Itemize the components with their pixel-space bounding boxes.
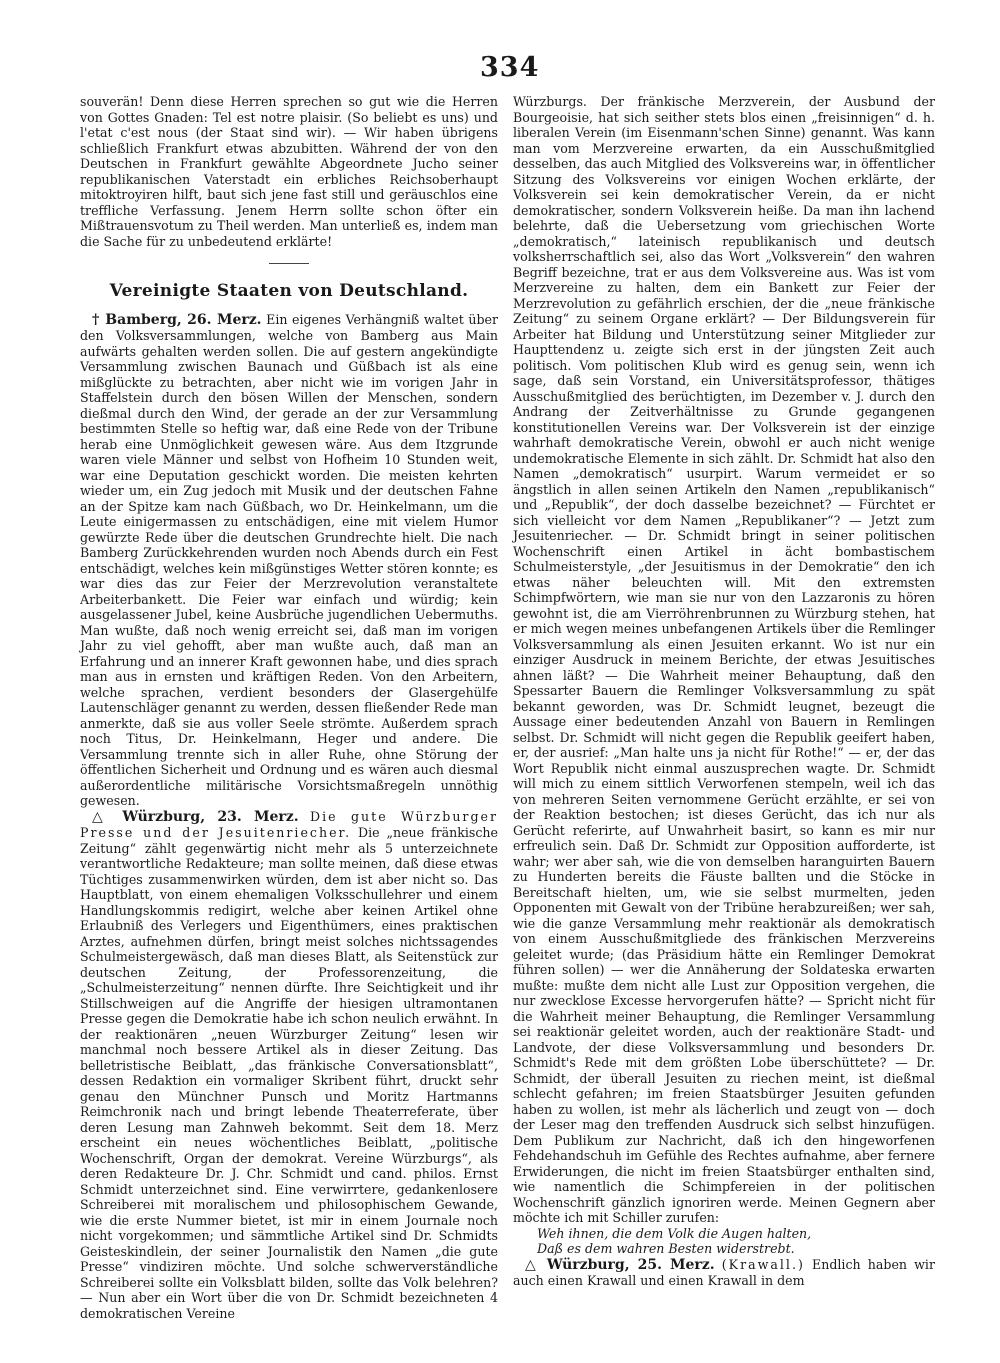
dateline-bamberg: † Bamberg, 26. Merz. bbox=[92, 311, 262, 328]
article-wuerzburg-2 bbox=[513, 1257, 935, 1289]
dateline-wuerzburg-2: △ Würzburg, 25. Merz. bbox=[525, 1256, 715, 1273]
dateline-wuerzburg-1: △ Würzburg, 23. Merz. bbox=[92, 808, 299, 825]
article-wuerzburg-2-body: Endlich haben wir auch einen Krawall und einen Krawall in dem bbox=[513, 1256, 935, 1288]
left-column bbox=[80, 94, 498, 1321]
section-divider bbox=[269, 263, 309, 264]
verse-line-2: Daß es dem wahren Besten widerstrebt. bbox=[537, 1241, 795, 1256]
article-bamberg bbox=[80, 312, 498, 809]
article-bamberg-body: Ein eigenes Verhängniß waltet über den Volksversammlungen, welche von Bamberg aus Main aufwärts gehalten werden sollen. Die auf gestern angekündigte Versammlung zwischen Baunach und Güßbach ist als eine mißglückte zu betrachten, aber nicht wie im vorigen Jahr in Staffelstein durch den bösen Willen der Menschen, sondern dießmal durch den Wind, der gerade an der zur Versammlung bestimmten Stelle so heftig war, daß eine Rede von der Tribune herab eine Unmöglichkeit gewesen wäre. Aus dem Itzgrunde waren viele Männer und selbst von Hofheim 10 Stunden weit, war eine Deputation geschickt worden. Die meisten kehrten wieder um, ein Zug jedoch mit Musik und der deutschen Fahne an der Spitze kam nach Güßbach, wo Dr. Heinkelmann, um die Leute einigermassen zu entschädigen, eine mit vielem Humor gewürzte Rede über die deutschen Grundrechte hielt. Die nach Bamberg Zurückkehrenden wurden noch Abends durch ein Fest entschädigt, welches kein mißgünstiges Wetter stören konnte; es war dies das zur Feier der Merzrevolution veranstaltete Arbeiterbankett. Die Feier war einfach und würdig; kein ausgelassener Jubel, keine Ausbrüche jugendlichen Uebermuths. Man wußte, daß noch wenig erreicht sei, daß man im vorigen Jahr zu viel gehofft, aber man wußte auch, daß man an Erfahrung und an innerer Kraft gewonnen habe, und dies sprach man aus in ernsten und kräftigen Reden. Von den Arbeitern, welche sprachen, verdient besonders der Glasergehülfe Lautenschläger genannt zu werden, dessen fließender Rede man anmerkte, daß sie aus voller Seele strömte. Außerdem sprach noch Titus, Dr. Heinkelmann, Heger und andere. Die Versammlung trennte sich in aller Ruhe, ohne Störung der öffentlichen Sicherheit und Ordnung und es wären auch diesmal außerordentliche militärische Vorsichtsmaßregeln unnöthig gewesen. bbox=[80, 311, 498, 808]
paragraph-intro: souverän! Denn diese Herren sprechen so gut wie die Herren von Gottes Gnaden: Tel est notre plaisir. (So beliebt es uns) und l'etat c'est nous (der Staat sind wir). — Wir haben übrigens schließlich Frankfurt etwas abzubitten. Während der von den Deutschen in Frankfurt gewählte Abgeordnete Jucho seiner republikanischen Vaterstadt ein erbliches Reichsoberhaupt mitoktroyiren hilft, baut sich jene fast still und geräuschlos eine treffliche Verfassung. Jenem Herrn sollte schon öfter ein Mißtrauensvotum zu Theil werden. Man unterließ es, indem man die Sache für zu unbedeutend erklärte! bbox=[80, 94, 498, 249]
article-wuerzburg-1-continued: Würzburgs. Der fränkische Merzverein, der Ausbund der Bourgeoisie, hat sich seither stets blos einen „freisinnigen“ d. h. liberalen Verein (im Eisenmann'schen Sinne) genannt. Was kann man vom Merzvereine erwarten, da ein Ausschußmitglied desselben, das auch Mitglied des Volksvereins war, in öffentlicher Sitzung des Volksvereins vor einigen Wochen erklärte, der Volksverein sei kein demokratischer Verein, da er nicht demokratischer, sondern Volksverein heiße. Da man ihn lachend belehrte, daß die Uebersetzung vom griechischen Worte „demokratisch,“ lateinisch republikanisch und deutsch volksherrschaftlich sei, also das Wort „Volksverein“ den wahren Begriff bezeichne, trat er aus dem Volksvereine aus. Was ist vom Merzvereine zu halten, dem ein Bankett zur Feier der Merzrevolution zu gefährlich erschien, der die „neue fränkische Zeitung“ zu seinem Organe erklärt? — Der Bildungsverein für Arbeiter hat Bildung und Unterstützung seiner Mitglieder zur Haupttendenz u. zeigte sich erst in der jüngsten Zeit auch politisch. Vom politischen Klub wird es genug sein, wenn ich sage, daß sein Vorstand, ein Universitätsprofessor, thätiges Ausschußmitglied des berüchtigten, im Dezember v. J. durch den Andrang der Zeitverhältnisse zu Grunde gegangenen konstitutionellen Vereins war. Der Volksverein ist der einzige wahrhaft demokratische Verein, obwohl er auch nicht wenige undemokratische Elemente in sich zählt. Dr. Schmidt hat also den Namen „demokratisch“ usurpirt. Warum vermeidet er so ängstlich in allen seinen Artikeln den Namen „republikanisch“ und „Republik“, der doch dasselbe bezeichnet? — Fürchtet er sich vielleicht vor dem Namen „Republikaner“? — Jetzt zum Jesuitenriecher. — Dr. Schmidt bringt in seiner politischen Wochenschrift einen Artikel in ächt bombastischem Schulmeisterstyle, „der Jesuitismus in der Demokratie“ den ich etwas näher beleuchten will. Mit den extremsten Schimpfwörtern, wie man sie nur von den Lazzaronis zu hören gewohnt ist, die am Vierröhrenbrunnen zu Würzburg stehen, hat er mich wegen meines unbefangenen Artikels über die Remlinger Volksversammlung als einen Jesuiten erkannt. Wo ist nur ein einziger Ausdruck in meinem Berichte, der etwas Jesuitisches ahnen läßt? — Die Wahrheit meiner Behauptung, daß den Spessarter Bauern die Remlinger Volksversammlung zu spät bekannt geworden, was Dr. Schmidt leugnet, bezeugt die Aussage einer bedeutenden Anzahl von Bauern in Remlingen selbst. Dr. Schmidt will nicht gegen die Republik geeifert haben, er, der ausrief: „Man halte uns ja nicht für Rothe!“ — er, der das Wort Republik nicht einmal auszusprechen wagte. Dr. Schmidt will mich zu einem sittlich Verworfenen stempeln, weil ich das von mehreren Seiten vernommene Gerücht erzählte, er sei von der Reaktion bestochen; ist dieses Gerücht, das ich nur als Gerücht referirte, auf Unwahrheit basirt, so kann es mir nur erfreulich sein. Daß Dr. Schmidt zur Opposition aufforderte, ist wahr; wer aber sah, wie die von demselben haranguirten Bauern zu Hunderten bereits die Fäuste ballten und die Stöcke in Bereitschaft hielten, um, wie sie selbst murmelten, jeden Opponenten mit Gewalt von der Tribüne herabzureißen; wer sah, wie die ganze Versammlung mehr reaktionär als demokratisch von einem Ausschußmitgliede des fränkischen Merzvereins geleitet wurde; (das Präsidium hätte ein Remlinger Demokrat führen sollen) — wer die Annäherung der Soldateska erwarten mußte: mußte dem nicht alle Lust zur Opposition vergehen, die nur zwecklose Excesse hervorgerufen hätte? — Spricht nicht für die Wahrheit meiner Behauptung, die Remlinger Versammlung sei reaktionär geleitet worden, auch der reaktionäre Stadt- und Landvote, der diese Volksversammlung und besonders Dr. Schmidt's Rede mit dem größten Lobe überschüttete? — Dr. Schmidt, der überall Jesuiten zu riechen meint, ist dießmal schlecht gefahren; im freien Staatsbürger Jesuiten gefunden haben zu wollen, ist mehr als lächerlich und zeugt von — doch der Leser mag den treffenden Ausdruck sich selbst hinzufügen. Dem Publikum zur Nachricht, daß ich den hingeworfenen Fehdehandschuh im Gefühle des Rechtes aufnahme, aber fernere Erwiderungen, die nicht im freien Staatsbürger enthalten sind, wie namentlich die Schimpfereien in der politischen Wochenschrift gänzlich ignoriren werde. Meinen Gegnern aber möchte ich mit Schiller zurufen: bbox=[513, 94, 935, 1225]
section-heading: Vereinigte Staaten von Deutschland. bbox=[109, 281, 469, 301]
page-number: 334 bbox=[480, 52, 540, 83]
article-wuerzburg-2-lead: (Krawall.) bbox=[721, 1256, 805, 1272]
right-column bbox=[513, 94, 935, 1289]
article-wuerzburg-1-body: Die „neue fränkische Zeitung“ zählt gegenwärtig nicht mehr als 5 unterzeichnete verantwortliche Redakteure; man sollte meinen, daß diese etwas Tüchtiges zusammenwirken würden, dem ist aber nicht so. Das Hauptblatt, von einem ehemaligen Volksschullehrer und einem Handlungskommis redigirt, welche aber keinen Artikel ohne Erlaubniß des Verlegers und Eigenthümers, eines praktischen Arztes, aufnehmen dürfen, bringt meist solches nichtssagendes Schulmeistergewäsch, daß man dieses Blatt, als Seitenstück zur deutschen Zeitung, der Professorenzeitung, die „Schulmeisterzeitung“ nennen dürfte. Ihre Seichtigkeit und ihr Stillschweigen auf die Angriffe der hiesigen ultramontanen Presse gegen die Demokratie habe ich schon neulich erwähnt. In der reaktionären „neuen Würzburger Zeitung“ lesen wir manchmal noch bessere Artikel als in dieser Zeitung. Das belletristische Beiblatt, „das fränkische Conversationsblatt“, dessen Redaktion ein vormaliger Skribent führt, druckt sehr genau den Münchner Punsch und Moritz Hartmanns Reimchronik nach und bringt lebende Theaterreferate, über deren Lesung man Zahnweh bekommt. Seit dem 18. Merz erscheint ein neues wöchentliches Beiblatt, „politische Wochenschrift, Organ der demokrat. Vereine Würzburgs“, als deren Redakteure Dr. J. Chr. Schmidt und cand. philos. Ernst Schmidt unterzeichnet sind. Eine verwirrtere, gedankenlosere Schreiberei mit moralischem und philosophischem Gewande, wie die erste Nummer bietet, ist mir in einem Journale noch nicht vorgekommen; und sämmtliche Artikel sind Dr. Schmidts Geisteskindlein, der seiner Journalistik den Namen „die gute Presse“ vindiziren möchte. Und solche schwerverständliche Schreiberei sollte ein Volksblatt bilden, sollte das Volk belehren? — Nun aber ein Wort über die von Dr. Schmidt bezeichneten 4 demokratischen Vereine bbox=[80, 825, 498, 1321]
article-wuerzburg-1 bbox=[80, 809, 498, 1322]
article-wuerzburg-1-lead: Die gute Würzburger Presse und der Jesuitenriecher. bbox=[80, 808, 498, 840]
verse-line-1: Weh ihnen, die dem Volk die Augen halten, bbox=[537, 1225, 812, 1241]
